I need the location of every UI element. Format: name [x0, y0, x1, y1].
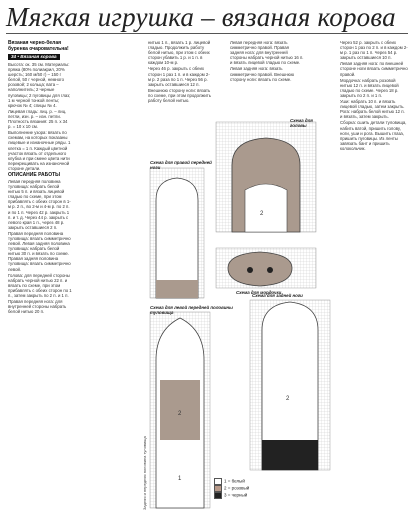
page-title: Мягкая игрушка – вязаная корова	[6, 2, 396, 32]
intro-text: Вязаная черно-белая буренка очаровательна!	[8, 40, 69, 52]
head-text: Голова: для передней стороны набрать черной нитью 22 п. и вязать по схеме, при этом прибавлять с обеих сторон по 1 п., затем закрыть по 2 п. и 1 п.	[8, 272, 72, 299]
col4-para-3: Мордочка: набрать розовой нитью 12 п. и вязать лицевой гладью по схеме. Через 18 р. закрыть по 2 п. и 1 п.	[340, 77, 399, 98]
svg-text:2: 2	[260, 211, 264, 217]
col4-para-4: Уши: набрать 10 п. и вязать лицевой гладью, затем закрыть. Рога: набрать белой нитью 12 п. и вязать, затем закрыть.	[340, 99, 405, 120]
col4-para-1: Через 52 р. закрыть с обеих сторон 1 раз по 2 п. и в каждом 2-м р. 1 раз по 1 п. Через 54 р. закрыть оставшиеся 10 п.	[340, 40, 408, 61]
col4-para-2: Левая задняя нога: по внешней стороне ноги вязать симметрично правой.	[340, 61, 408, 77]
svg-text:2: 2	[178, 411, 182, 417]
pattern-text: Выполнение узора: вязать по схемам, на которых показаны лицевые и изнаночные ряды. 1 клетка = 1 п. Каждый цветной участок вязать от отдельного клубка и при смене цвета нити перекрещивать на изнаночной стороне детали.	[8, 130, 71, 171]
materials-text: Высота: ок. 35 см. Материалы: пряжа (80% полиакрил, 20% шерсть; 160 м/50 г) – 150 г белой, 50 г черной, немного розовой; 2 кольца; вата – наполнитель; 2 черные пуговицы; 2 пуговицы для глаз; 1 м черной тонкой ленты; крючок № 4; спицы № 4.	[8, 62, 71, 108]
torso-chart	[150, 312, 210, 508]
legend-item-pink: 2 = розовый	[214, 485, 249, 492]
legend-item-white: 1 = белый	[214, 478, 249, 485]
article-badge: 34 • Вязаная корова	[8, 54, 60, 60]
col2-para-3: Внешнюю сторону ноги: вязать по схеме, при этом продолжить работу белой нитью.	[148, 87, 211, 104]
description-heading: ОПИСАНИЕ РАБОТЫ	[8, 171, 61, 178]
back-leg-chart	[250, 300, 330, 470]
torso-caption: Схема для левой передней половины туловища	[150, 305, 233, 315]
head-chart	[216, 122, 316, 232]
back-leg-caption: Схема для задней ноги	[252, 293, 303, 298]
muzzle-caption: Схема для мордочки	[236, 290, 282, 295]
col2-para-1: нитью 1 п., вязать 1 р. лицевой гладью. Продолжить работу белой нитью, при этом с обеих сторон убавить 1 р. и 1 п. в каждом 10-м р.	[148, 40, 211, 66]
front-torso-text: Левая передняя половина туловища: набрать белой нитью 5 п. и вязать лицевой гладью по схеме, при этом прибавлять с обеих сторон в 1-м р. 2 п., во 2-м и 4-м р. по 2 п. и по 1 п. Через 42 р. закрыть 1 п. и т. д. Через 44 р. закрыть с левого края 1 п., через 48 р. закрыть оставшиеся 2 п.	[8, 178, 71, 230]
torso-spine-label: Задняя и передняя половина туловища	[142, 436, 147, 510]
col4-para-5: Сборка: сшить детали туловища, набить ватой, пришить голову, ноги, уши и рога. Вышить глаза, пришить пуговицы. Из ленты завязать бант и пришить колокольчик.	[340, 120, 407, 151]
gauge-text: Лицевая гладь: лиц. р. – лиц. петли, изн. р. – изн. петли. Плотность вязания: 25 п. x 34 р. = 10 x 10 см.	[8, 108, 68, 130]
back-torso-text: Правая передняя половина туловища: вязать симметрично левой. Левая задняя половина туловища: набрать белой нитью 30 п. и вязать по схеме. Правая задняя половина туловища: вязать симметрично левой.	[8, 230, 71, 272]
col3-para-2: Левая задняя нога: вязать симметрично правой. Внешнюю сторону ноги: вязать по схеме.	[230, 66, 295, 82]
col3-para-1: Левая передняя нога: вязать симметрично правой. Правая задняя нога: для внутренней стороны набрать черной нитью 16 п. и вязать лицевой гладью по схеме.	[230, 40, 304, 66]
chart-legend	[214, 478, 249, 499]
head-caption: Схема для головы	[290, 118, 313, 128]
svg-text:2: 2	[286, 396, 290, 402]
front-leg-caption: Схема для правой передней ноги	[150, 160, 212, 170]
front-leg-text: Правая передняя нога: для внутренней стороны набрать белой нитью 20 п.	[8, 299, 67, 315]
front-leg-chart	[150, 168, 204, 298]
svg-text:1: 1	[178, 476, 182, 482]
muzzle-chart	[216, 248, 316, 288]
legend-item-black: 3 = черный	[214, 492, 249, 499]
col2-para-2: Через 46 р. закрыть с обеих сторон 1 раз 1 п. и в каждом 2-м р. 2 раза по 1 п. Через 56 р. закрыть оставшиеся 12 п.	[148, 66, 210, 87]
